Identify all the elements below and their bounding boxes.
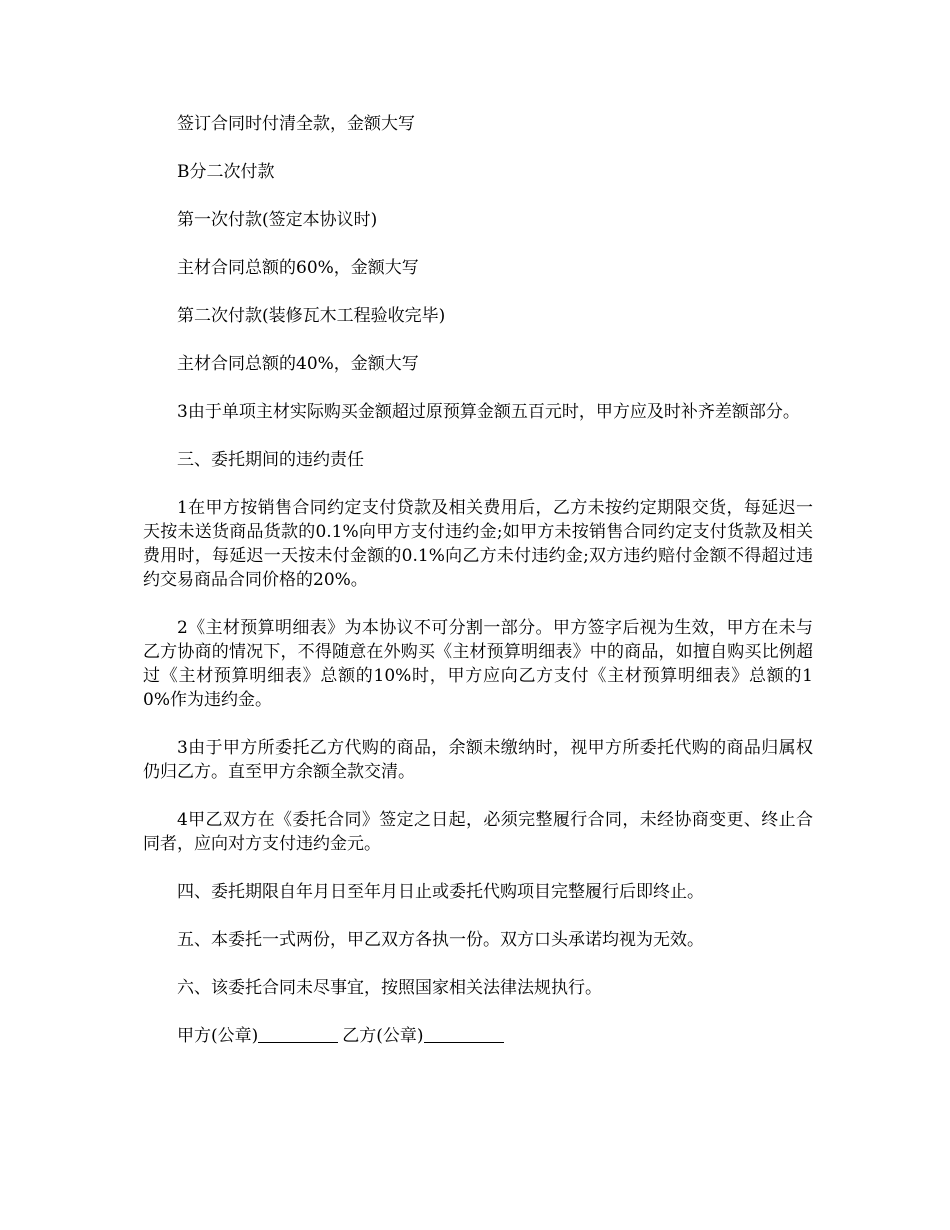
paragraph: 2《主材预算明细表》为本协议不可分割一部分。甲方签字后视为生效，甲方在未与乙方协商的情况下，不得随意在外购买《主材预算明细表》中的商品，如擅自购买比例超过《主材预算明细表》总额的10%时，甲方应向乙方支付《主材预算明细表》总额的10%作为违约金。 [143, 618, 813, 710]
party-a-label: 甲方(公章) [177, 1026, 259, 1046]
paragraph: 签订合同时付清全款，金额大写 [177, 114, 415, 134]
party-b-signature-blank [424, 1024, 504, 1043]
paragraph: 第一次付款(签定本协议时) [177, 210, 378, 230]
paragraph: B分二次付款 [177, 162, 275, 182]
party-b-label: 乙方(公章) [342, 1026, 424, 1046]
paragraph: 4甲乙双方在《委托合同》签定之日起，必须完整履行合同，未经协商变更、终止合同者，应向对方支付违约金元。 [143, 810, 813, 854]
section-heading: 三、委托期间的违约责任 [177, 450, 364, 470]
section-heading: 六、该委托合同未尽事宜，按照国家相关法律法规执行。 [177, 978, 602, 998]
paragraph: 主材合同总额的60%，金额大写 [177, 258, 419, 278]
paragraph: 1在甲方按销售合同约定支付贷款及相关费用后，乙方未按约定期限交货，每延迟一天按未送货商品货款的0.1%向甲方支付违约金;如甲方未按销售合同约定支付货款及相关费用时，每延迟一天按未付金额的0.1%向乙方未付违约金;双方违约赔付金额不得超过违约交易商品合同价格的20%。 [143, 498, 813, 590]
paragraph: 3由于甲方所委托乙方代购的商品，余额未缴纳时，视甲方所委托代购的商品归属权仍归乙方。直至甲方余额全款交清。 [143, 738, 813, 782]
paragraph: 3由于单项主材实际购买金额超过原预算金额五百元时，甲方应及时补齐差额部分。 [177, 402, 800, 422]
section-heading: 五、本委托一式两份，甲乙双方各执一份。双方口头承诺均视为无效。 [177, 930, 704, 950]
party-a-signature-blank [258, 1024, 338, 1043]
paragraph: 第二次付款(装修瓦木工程验收完毕) [177, 306, 446, 326]
signature-line [143, 1024, 813, 1048]
section-heading: 四、委托期限自年月日至年月日止或委托代购项目完整履行后即终止。 [177, 882, 704, 902]
document-page [143, 112, 813, 1048]
paragraph: 主材合同总额的40%，金额大写 [177, 354, 419, 374]
